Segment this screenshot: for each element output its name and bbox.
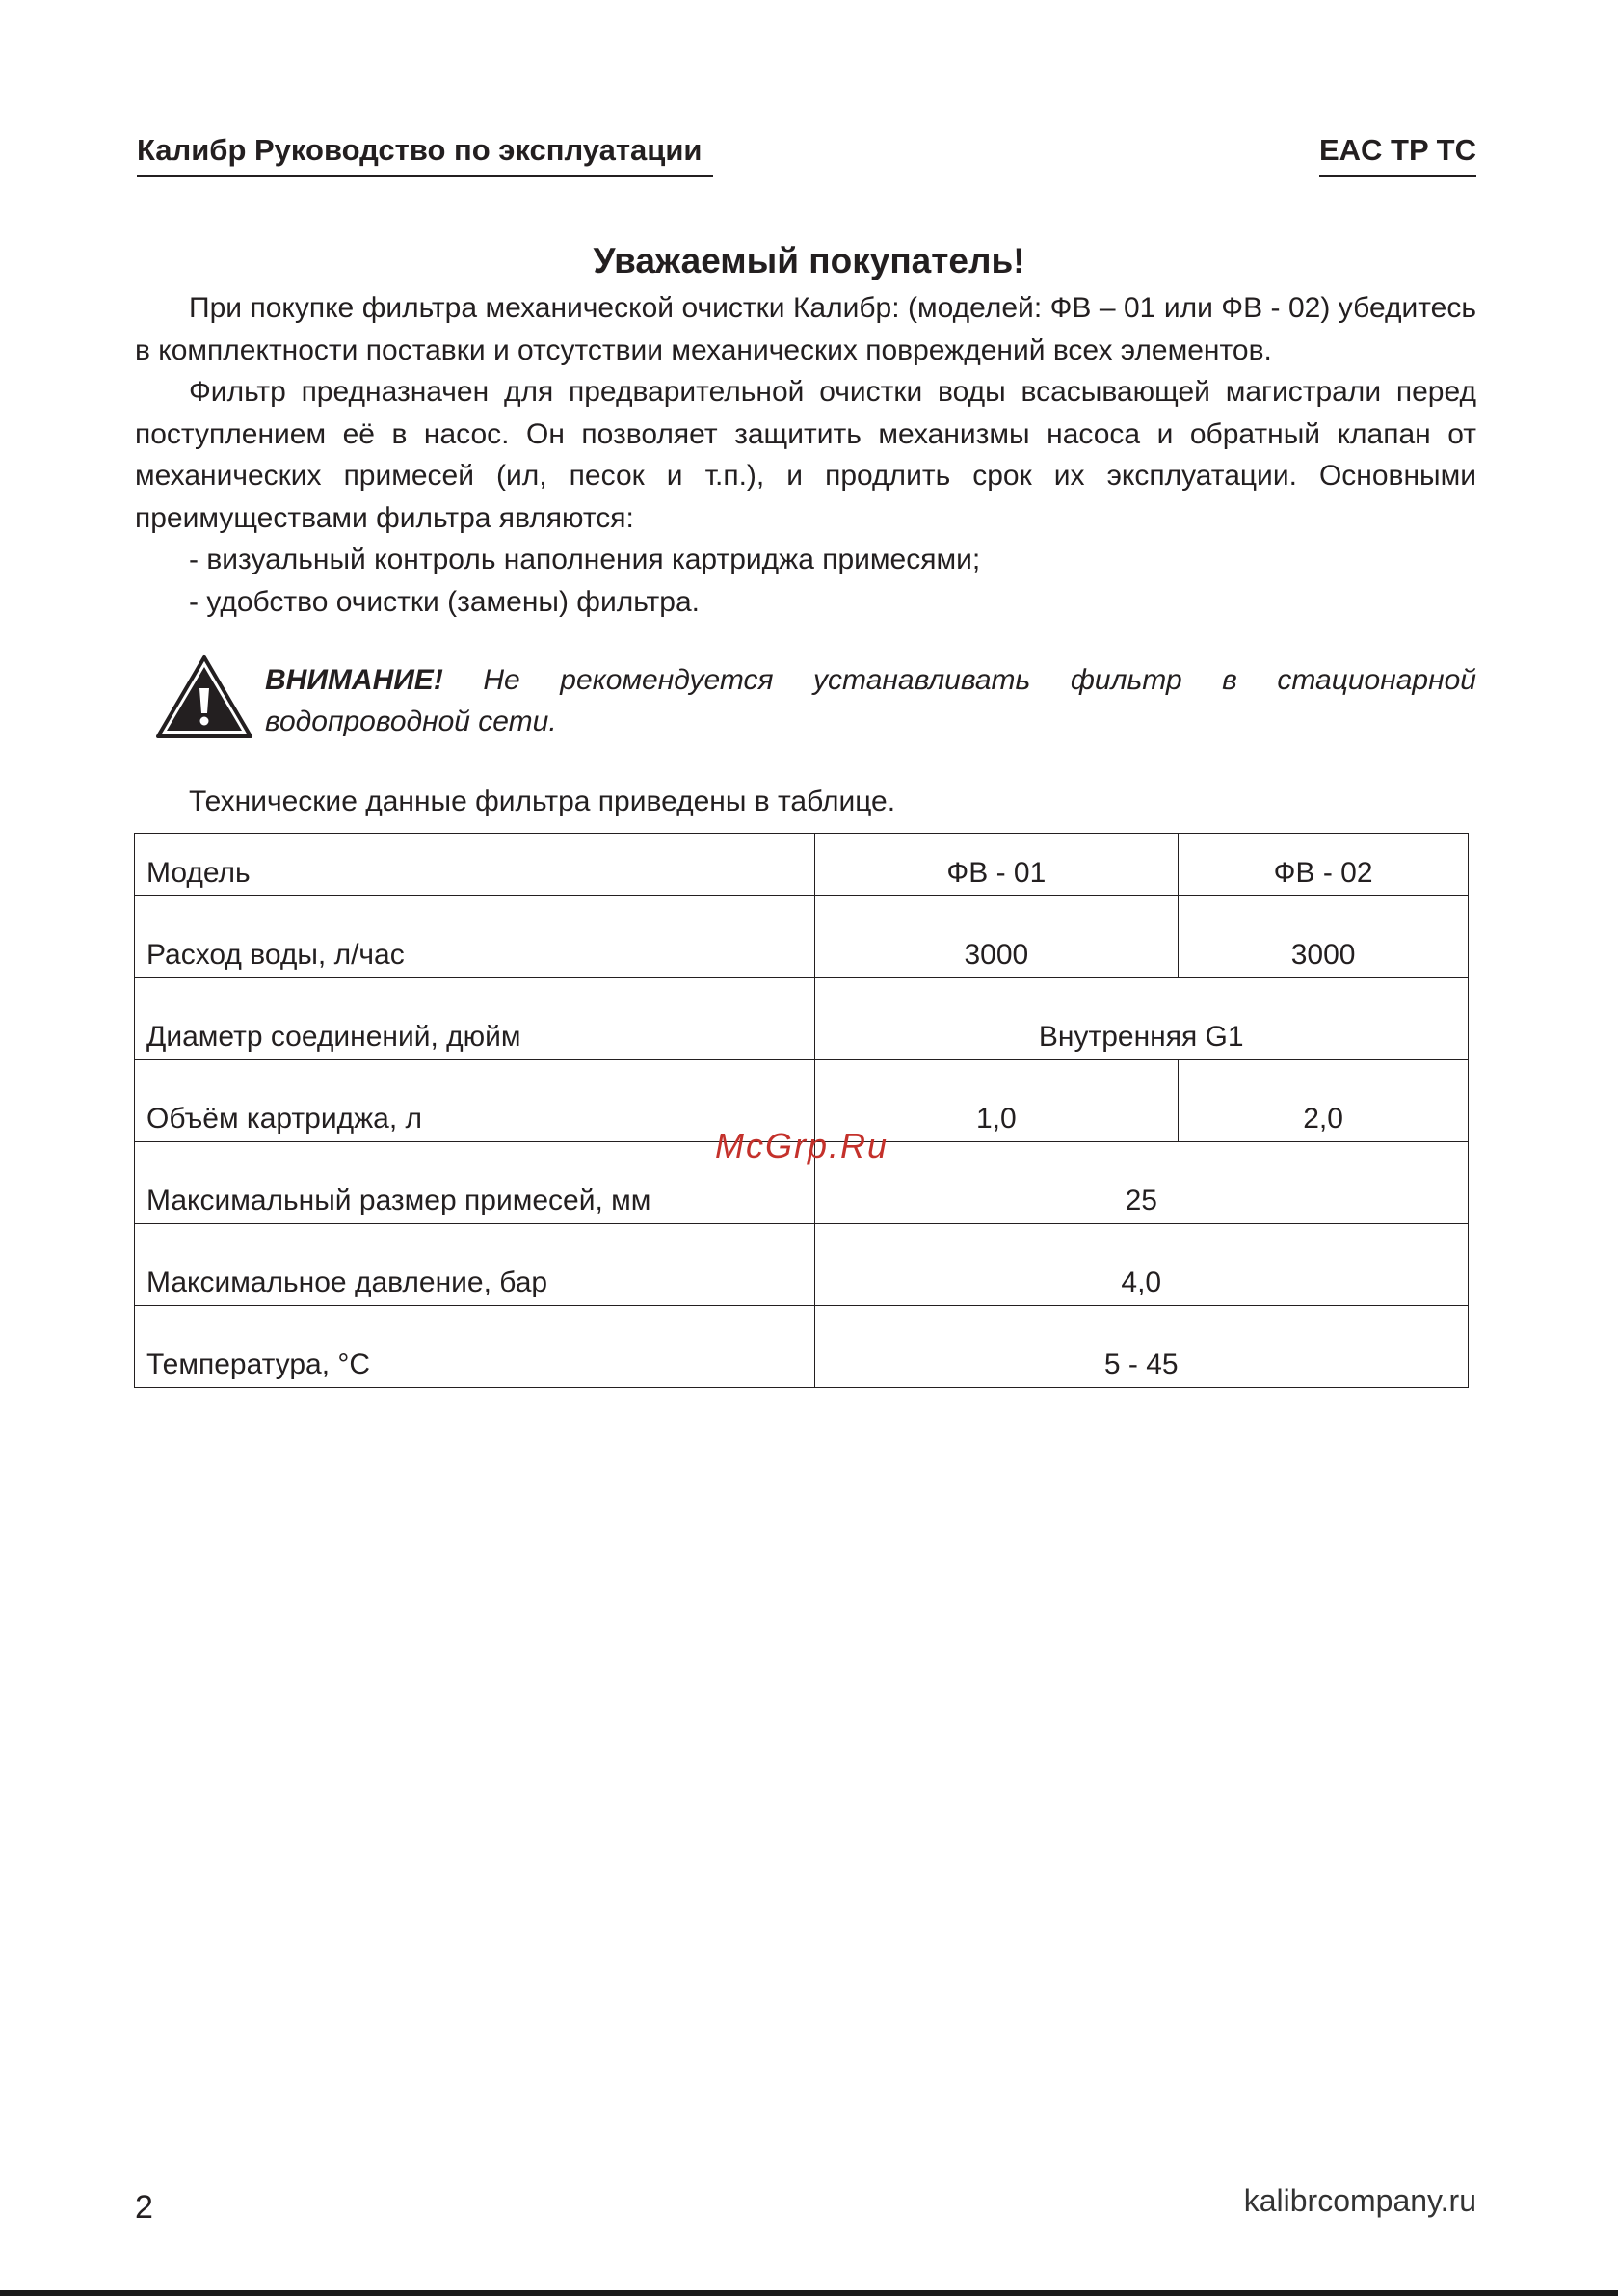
page-number: 2 (135, 2189, 153, 2226)
model-fv02: ФВ - 02 (1179, 834, 1469, 896)
model-label: Модель (135, 834, 815, 896)
specs-table (134, 833, 1469, 1388)
bullet-visual-control: - визуальный контроль наполнения картриджа примесями; (189, 544, 981, 575)
page-title: Уважаемый покупатель! (593, 241, 1025, 280)
table-row-diameter (135, 978, 1469, 1060)
diameter-value: Внутренняя G1 (814, 978, 1469, 1060)
pressure-value: 4,0 (814, 1224, 1469, 1306)
flow-fv02: 3000 (1179, 896, 1469, 978)
table-row-flow (135, 896, 1469, 978)
intro-text (135, 287, 1476, 623)
bullet-easy-cleaning: - удобство очистки (замены) фильтра. (189, 585, 700, 618)
table-row-temperature (135, 1306, 1469, 1388)
flow-label: Расход воды, л/час (135, 896, 815, 978)
warning-label: ВНИМАНИЕ! (265, 664, 443, 696)
footer-website: kalibrcompany.ru (1243, 2183, 1476, 2218)
warning-body: Не рекомендуется устанавливать фильтр в стационарной водопроводной сети. (265, 664, 1476, 737)
bottom-rule (0, 2290, 1618, 2296)
volume-fv02: 2,0 (1179, 1060, 1469, 1142)
table-intro: Технические данные фильтра приведены в таблице. (189, 786, 896, 817)
table-row-model (135, 834, 1469, 896)
temperature-value: 5 - 45 (814, 1306, 1469, 1388)
watermark: McGrp.Ru (715, 1126, 889, 1165)
model-fv01: ФВ - 01 (814, 834, 1179, 896)
pressure-label: Максимальное давление, бар (135, 1224, 815, 1306)
paragraph-purchase: При покупке фильтра механической очистки Калибр: (моделей: ФВ – 01 или ФВ - 02) убедитесь в комплектности поставки и отсутствии механических повреждений всех элементов. (135, 292, 1476, 366)
warning-triangle-icon (154, 654, 254, 740)
flow-fv01: 3000 (814, 896, 1179, 978)
table-row-pressure (135, 1224, 1469, 1306)
diameter-label: Диаметр соединений, дюйм (135, 978, 815, 1060)
volume-fv01: 1,0 (814, 1060, 1179, 1142)
warning-message (265, 659, 1476, 742)
header-certification: EAC TP TC (1319, 133, 1476, 177)
paragraph-purpose: Фильтр предназначен для предварительной очистки воды всасывающей магистрали перед поступлением её в насос. Он позволяет защитить механизмы насоса и обратный клапан от механических примесей (ил, песок и т.п.), и продлить срок их эксплуатации. Основными преимуществами фильтра являются: (135, 376, 1476, 534)
volume-label: Объём картриджа, л (135, 1060, 815, 1142)
particle-label: Максимальный размер примесей, мм (135, 1142, 815, 1224)
temperature-label: Температура, °С (135, 1306, 815, 1388)
particle-value: 25 (814, 1142, 1469, 1224)
header-title: Калибр Руководство по эксплуатации (137, 133, 713, 177)
